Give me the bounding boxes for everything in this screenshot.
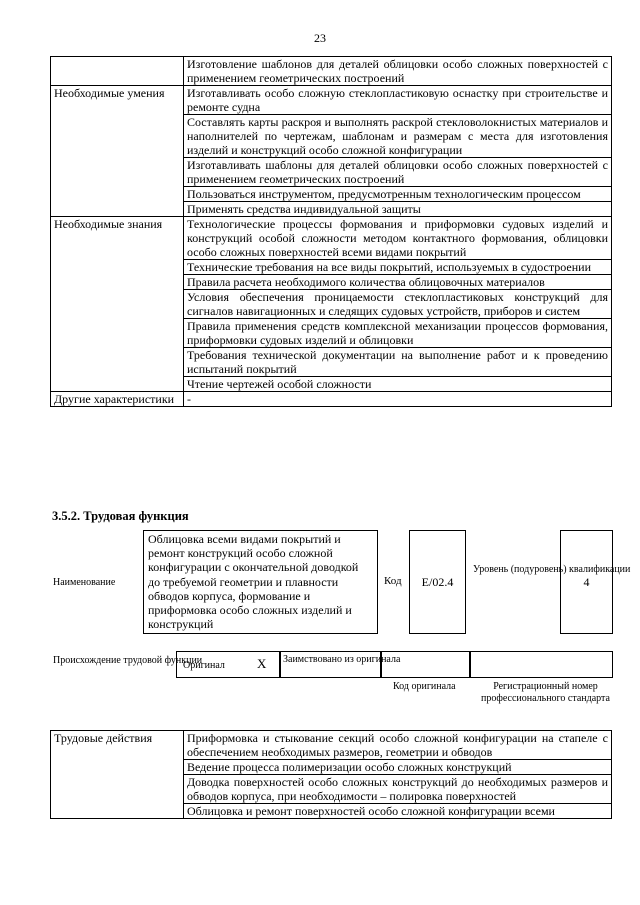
row-label: Другие характеристики xyxy=(51,392,184,407)
row-label xyxy=(51,57,184,86)
row-item: Ведение процесса полимеризации особо сложных конструкций xyxy=(184,760,612,775)
row-label: Необходимые умения xyxy=(51,86,184,217)
row-item: Доводка поверхностей особо сложных конструкций до необходимых размеров и обводов корпуса, при необходимости – полировка поверхностей xyxy=(184,775,612,804)
row-item: Технические требования на все виды покрытий, используемых в судостроении xyxy=(184,260,612,275)
origin-label: Происхождение трудовой функции xyxy=(53,655,203,666)
table-row xyxy=(51,217,612,260)
row-item: Изготавливать шаблоны для деталей облицовки особо сложных поверхностей с применением геометрических построений xyxy=(184,158,612,187)
row-item: Пользоваться инструментом, предусмотренным технологическим процессом xyxy=(184,187,612,202)
original-label: Оригинал xyxy=(183,660,225,671)
code-box: E/02.4 xyxy=(409,530,466,634)
section-title: 3.5.2. Трудовая функция xyxy=(52,509,189,523)
row-item: - xyxy=(184,392,612,407)
row-item: Применять средства индивидуальной защиты xyxy=(184,202,612,217)
labor-actions-table xyxy=(50,730,612,819)
row-item: Составлять карты раскроя и выполнять раскрой стекловолокнистых материалов и наполнителей по чертежам, шаблонам и размерам с места для изготовления изделий и конструкций особо сложной конфигурации xyxy=(184,115,612,158)
function-name-label: Наименование xyxy=(53,577,116,588)
row-item: Приформовка и стыкование секций особо сложной конфигурации на стапеле с обеспечением необходимых размеров, геометрии и обводов xyxy=(184,731,612,760)
row-item: Условия обеспечения проницаемости стеклопластиковых конструкций для сигналов навигационных и следящих судовых устройств, приборов и систем xyxy=(184,290,612,319)
level-box: 4 xyxy=(560,530,613,634)
row-item: Облицовка и ремонт поверхностей особо сложной конфигурации всеми xyxy=(184,804,612,819)
row-item: Правила расчета необходимого количества облицовочных материалов xyxy=(184,275,612,290)
borrowed-label: Заимствовано из оригинала xyxy=(283,654,401,665)
row-label: Трудовые действия xyxy=(51,731,184,819)
table-row xyxy=(51,731,612,760)
caption-code-original: Код оригинала xyxy=(393,681,456,692)
table-row xyxy=(51,57,612,86)
row-item: Правила применения средств комплексной механизации процессов формования, приформовки судовых изделий и облицовки xyxy=(184,319,612,348)
row-item: Требования технической документации на выполнение работ и к проведению испытаний покрытий xyxy=(184,348,612,377)
row-item: Технологические процессы формования и приформовки судовых изделий и конструкций особой сложности методом контактного формования, облицовки особо сложных поверхностей всеми видами покрытий xyxy=(184,217,612,260)
row-item: Изготовление шаблонов для деталей облицовки особо сложных поверхностей с применением геометрических построений xyxy=(184,57,612,86)
function-name-box: Облицовка всеми видами покрытий и ремонт конструкций особо сложной конфигурации с окончательной доводкой до требуемой геометрии и плавности обводов корпуса, формование и приформовка особо сложных изделий и конструкций xyxy=(143,530,378,634)
row-item: Изготавливать особо сложную стеклопластиковую оснастку при строительстве и ремонте судна xyxy=(184,86,612,115)
table-row xyxy=(51,86,612,115)
origin-reg-cell xyxy=(470,651,613,678)
requirements-table xyxy=(50,56,612,407)
row-label: Необходимые знания xyxy=(51,217,184,392)
caption-reg-number: Регистрационный номер профессионального стандарта xyxy=(481,681,610,704)
original-mark: X xyxy=(257,656,267,671)
code-label: Код xyxy=(384,575,402,587)
row-item: Чтение чертежей особой сложности xyxy=(184,377,612,392)
level-label: Уровень (подуровень) квалификации xyxy=(473,564,631,575)
table-row xyxy=(51,392,612,407)
page-number: 23 xyxy=(314,31,326,45)
